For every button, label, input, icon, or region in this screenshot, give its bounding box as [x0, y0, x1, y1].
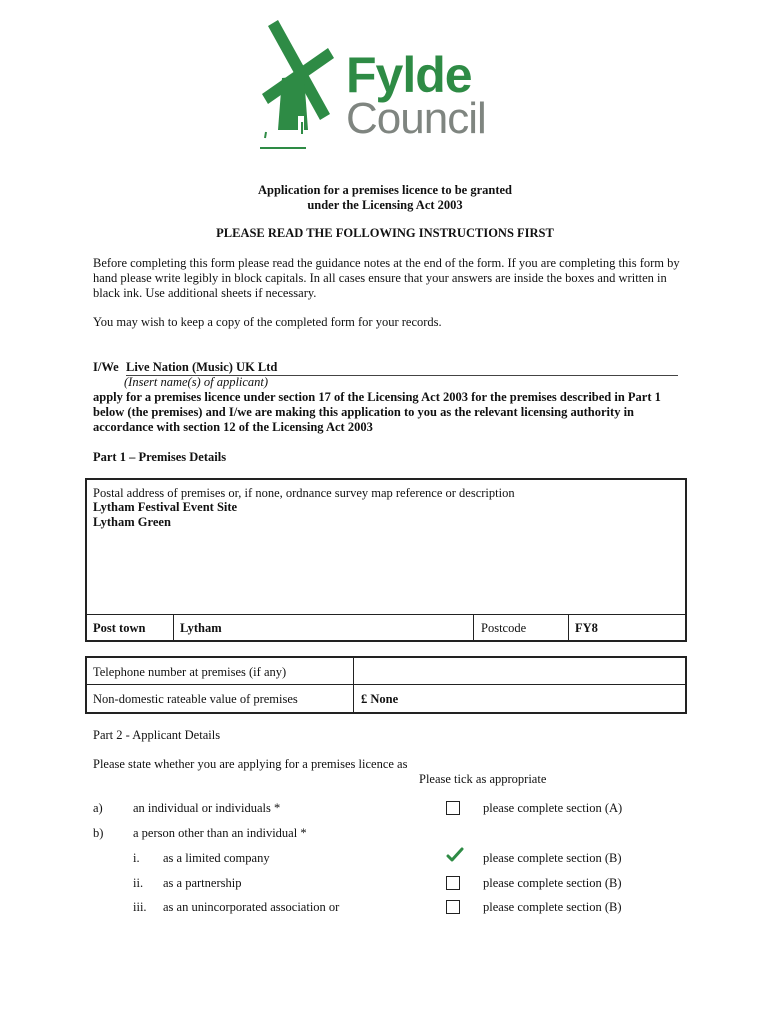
- checkmark-icon: [446, 847, 464, 863]
- telephone-label: Telephone number at premises (if any): [93, 665, 287, 679]
- premises-details-table: [85, 656, 687, 714]
- part2-heading: Part 2 - Applicant Details: [93, 728, 221, 742]
- address-label: Postal address of premises or, if none, ordnance survey map reference or description: [93, 486, 515, 500]
- part2-question: Please state whether you are applying for a premises licence as: [93, 757, 408, 771]
- option-i-label: as a limited company: [163, 851, 270, 865]
- option-iii-marker: iii.: [133, 900, 147, 914]
- postcode-divider: [568, 614, 569, 640]
- tick-hint: Please tick as appropriate: [419, 772, 547, 786]
- copy-note: You may wish to keep a copy of the completed form for your records.: [93, 315, 442, 329]
- column-divider: [353, 658, 354, 712]
- rateable-value[interactable]: £ None: [361, 692, 399, 706]
- apply-statement: apply for a premises licence under section 17 of the Licensing Act 2003 for the premises described in Part 1 below (the premises) and I/we are making this application to you as the relevant licensing authority in accordance with section 12 of the Licensing Act 2003: [93, 390, 661, 434]
- applicant-name-field[interactable]: Live Nation (Music) UK Ltd: [126, 360, 678, 376]
- row-divider: [87, 684, 685, 685]
- postcode-value[interactable]: FY8: [575, 621, 598, 635]
- post-town-divider: [173, 614, 174, 640]
- option-ii-marker: ii.: [133, 876, 144, 890]
- address-line1[interactable]: Lytham Festival Event Site: [93, 500, 238, 514]
- option-ii-label: as a partnership: [163, 876, 242, 890]
- form-title-line1: Application for a premises licence to be granted: [257, 183, 513, 197]
- fylde-council-logo: [258, 18, 518, 153]
- option-iii-label: as an unincorporated association or: [163, 900, 340, 914]
- partnership-checkbox[interactable]: [446, 876, 460, 890]
- postcode-label: Postcode: [481, 621, 527, 635]
- option-a-label: an individual or individuals *: [133, 801, 281, 815]
- post-town-value-divider: [473, 614, 474, 640]
- applicant-hint: (Insert name(s) of applicant): [124, 375, 269, 389]
- option-a-action: please complete section (A): [483, 801, 623, 815]
- form-title-line2: under the Licensing Act 2003: [307, 198, 463, 212]
- option-b-label: a person other than an individual *: [133, 826, 307, 840]
- instructions-text: Before completing this form please read the guidance notes at the end of the form. If you are completing this form by hand please write legibly in block capitals. In all cases ensure that your answers are inside the boxes and written in black ink. Use additional sheets if necessary.: [93, 256, 680, 300]
- address-line2[interactable]: Lytham Green: [93, 515, 171, 529]
- option-b-marker: b): [93, 826, 104, 840]
- rateable-label: Non-domestic rateable value of premises: [93, 692, 298, 706]
- option-i-action: please complete section (B): [483, 851, 622, 865]
- post-town-value[interactable]: Lytham: [180, 621, 222, 635]
- premises-address-box: [85, 478, 687, 642]
- option-i-marker: i.: [133, 851, 140, 865]
- option-a-marker: a): [93, 801, 103, 815]
- unincorporated-association-checkbox[interactable]: [446, 900, 460, 914]
- individual-checkbox[interactable]: [446, 801, 460, 815]
- part1-heading: Part 1 – Premises Details: [93, 450, 227, 464]
- instructions-heading: PLEASE READ THE FOLLOWING INSTRUCTIONS FIRST: [216, 226, 554, 240]
- logo-fylde-text: Fylde: [346, 47, 472, 103]
- applicant-prefix: I/We: [93, 360, 119, 374]
- windmill-icon: [258, 18, 348, 153]
- option-ii-action: please complete section (B): [483, 876, 622, 890]
- logo-council-text: Council: [346, 94, 486, 143]
- address-divider: [87, 614, 685, 615]
- limited-company-checkbox[interactable]: [446, 847, 464, 863]
- option-iii-action: please complete section (B): [483, 900, 622, 914]
- post-town-label: Post town: [93, 621, 146, 635]
